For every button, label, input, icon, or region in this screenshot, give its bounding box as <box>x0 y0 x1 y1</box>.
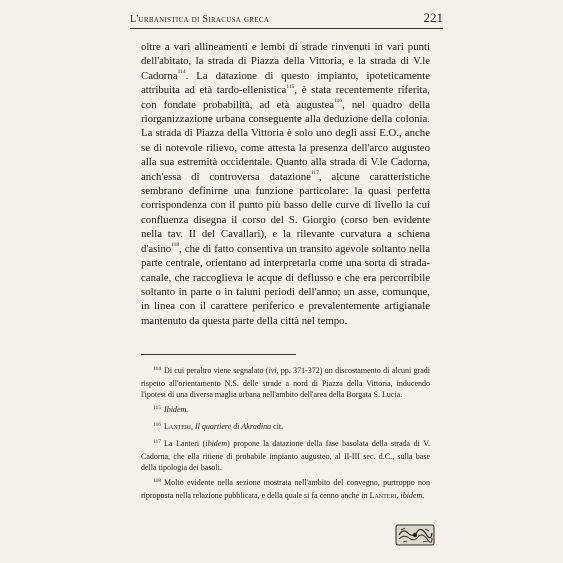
footnote-text-italic: Ibidem. <box>164 405 189 414</box>
footnote-author: Lanteri <box>369 491 397 500</box>
footnote-number: 115 <box>153 405 162 411</box>
body-text-segment: , è stata recentemente riferita, con fondate probabilità, ad età augustea <box>141 84 430 111</box>
footnote-ref: 115 <box>286 83 295 90</box>
footnote-text-italic: ivi <box>268 366 277 375</box>
body-text-segment: . La datazione di questo impianto, ipoteticamente attribuita ad età tardo-ellenistica <box>141 69 430 97</box>
running-title: L'urbanistica di Siracusa greca <box>130 14 270 25</box>
footnote-text-italic: ibidem <box>400 491 423 500</box>
body-paragraph <box>141 40 430 328</box>
footnote-text: Molto evidente nella sezione mostrata nell'ambito del convegno, purtroppo non riproposta nella relazione pubblicata, e della quale si fa cenno anche in <box>141 478 430 500</box>
footnote <box>141 421 430 434</box>
footnote-ref: 118 <box>171 242 180 249</box>
footnote-number: 114 <box>153 366 162 372</box>
running-header <box>130 10 443 29</box>
footnote-text: , pp. 371-372) un discostamento di alcuni gradi rispetto all'orientamento N.S. delle strade a nord di Piazza della Vittoria, inducendo l'ipotesi di una diversa maglia urbana nell'ambito dell'area della Borgata S. Lucia. <box>141 366 430 399</box>
footnote <box>141 477 430 501</box>
footnote-ref: 114 <box>177 69 186 76</box>
footnote-author: Lanteri <box>164 422 191 431</box>
footnote-ref: 117 <box>310 170 319 177</box>
body-text-segment: , che di fatto consentiva un transito agevole soltanto nella parte centrale, orientano ad interpretarla come una sorta di strada-canale, che raccoglieva le acque di deflusso e che era percorribile soltanto in parte o in taluni periodi dell'anno; un asse, comunque, in linea con il carattere periferico e prevalentemente artigianale mantenuto da questa parte della città nel tempo. <box>141 242 430 327</box>
footnote-text: ) propone la datazione della fase basolata della strada di V. Cadorna, che ella ritiene di probabile impianto augusteo, al II-III sec. d.C., sulla base della tipologia dei basoli. <box>141 439 430 472</box>
footnote-number: 118 <box>153 478 162 484</box>
footnote-text: , <box>190 422 195 431</box>
footnote-text: . <box>422 491 425 500</box>
footnote <box>141 438 430 473</box>
footnote <box>141 404 430 417</box>
footnote-text: Di cui peraltro viene segnalato ( <box>164 366 269 375</box>
footnote-text: , <box>396 491 401 500</box>
body-text-segment: , nel quadro della riorganizzazione urbana conseguente alla deduzione della colonia. La strada di Piazza della Vittoria è solo uno degli assi E.O., anche se di notevole rilievo, come attesta la presenza dell'arco augusteo alla sua estremità occidentale. Quanto alla strada di V.le Cadorna, anch'essa di controversa datazione <box>141 98 431 183</box>
body-text-segment: oltre a vari allineamenti e lembi di strade rinvenuti in vari punti dell'abitato, la strada di Piazza della Vittoria, e la strada di V.le Cadorna <box>141 41 430 82</box>
footnote-text-italic: ibidem <box>205 439 228 448</box>
footnote-text: cit. <box>271 422 284 431</box>
footnotes <box>141 365 430 505</box>
footnote-separator <box>141 354 296 355</box>
footnote-text: La Lanteri ( <box>164 439 206 448</box>
footnote-number: 117 <box>153 439 162 445</box>
body-text-segment: , alcune caratteristiche sembrano definirne una funzione particolare: la quasi perfetta corrispondenza con il punto più basso delle curve di livello la cui confluenza disegna il corso del S. Giorgio (corso ben evidente nella tav. II del Cavallari), e la rilevante curvatura a schiena d'asino <box>141 170 430 255</box>
page-number: 221 <box>423 10 443 25</box>
footnote-text-italic: Il quartiere di Akradina <box>194 422 272 431</box>
footnote-ref: 116 <box>334 98 343 105</box>
printer-mark-ornament-icon <box>395 524 435 546</box>
footnote-number: 116 <box>153 422 162 428</box>
footnote <box>141 365 430 400</box>
